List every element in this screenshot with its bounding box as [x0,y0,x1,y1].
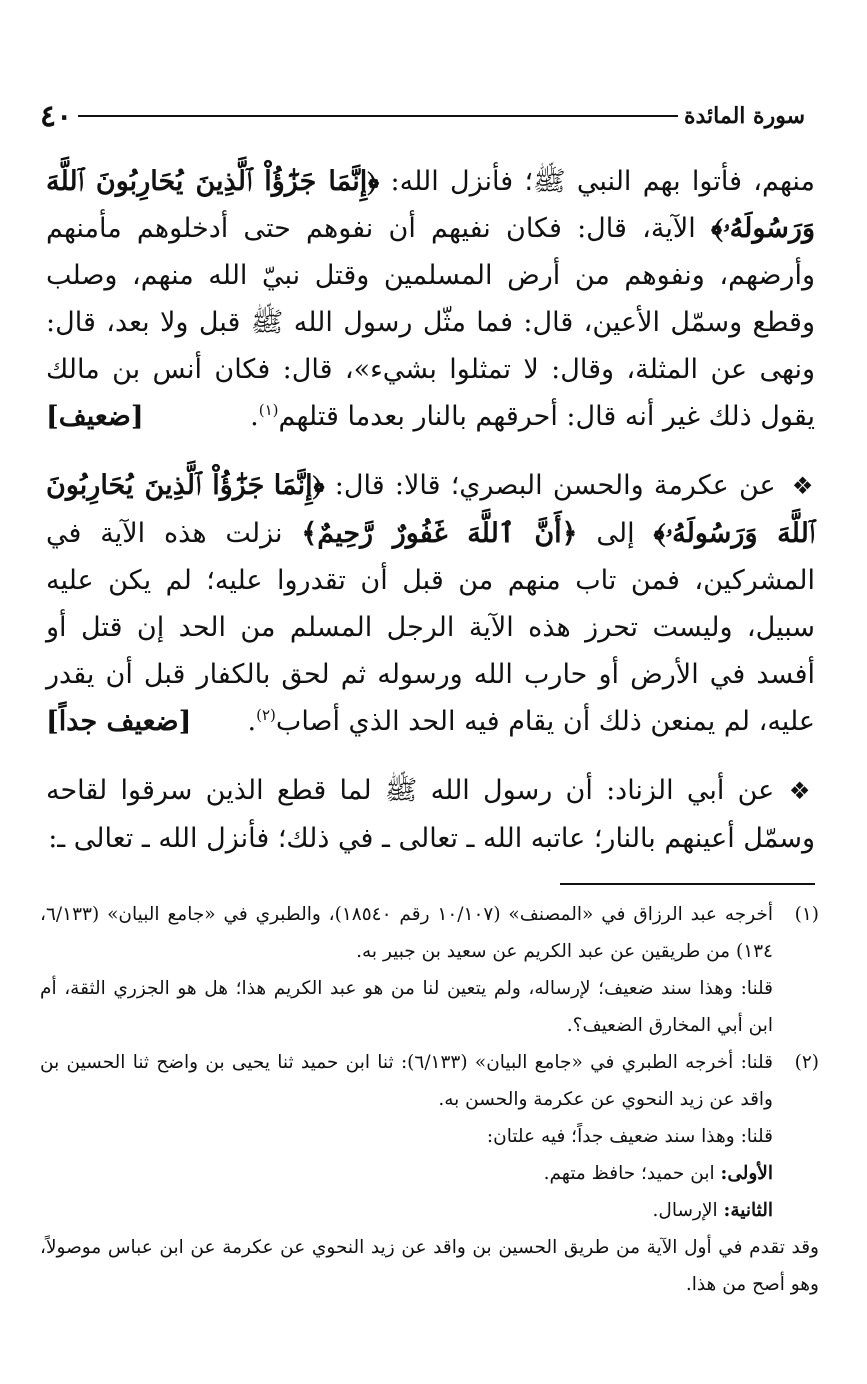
footnote-label: الثانية: [723,1200,773,1221]
footnote-number: (٢) [794,1052,819,1073]
paragraph-2-text-a: عن عكرمة والحسن البصري؛ قالا: قال: [324,470,786,501]
footnote-label: الأولى: [720,1163,773,1184]
paragraph-2-text-b: إلى [577,518,654,549]
footnote-text: قلنا: أخرجه الطبري في «جامع البيان» (٦/١٣٣): ثنا ابن حميد ثنا يحيى بن واضح ثنا الحسين بن واقد عن زيد النحوي عن عكرمة والحسن به. [40,1052,773,1110]
footnote-number: (١) [794,904,819,925]
quran-verse: ﴿إِنَّمَا جَزَٰٓؤُاْ ٱلَّذِينَ يُحَارِبُونَ ٱللَّهَ وَرَسُولَهُۥ﴾ [46,470,815,549]
paragraph-1-end: . [250,401,259,432]
page-number: ٤٠ [40,98,73,134]
hadith-grade-2: [ضعيف جداً] [46,706,192,737]
footnote-text: الإرسال. [652,1200,724,1221]
paragraph-1 [46,158,815,440]
bullet-icon: ❖ [791,472,816,500]
quran-verse: ﴿أَنَّ ٱللَّهَ غَفُورٌ رَّحِيمٌ﴾ [301,518,578,549]
paragraph-3 [46,767,815,862]
main-text [46,158,815,862]
hadith-grade-1: [ضعيف] [46,401,144,432]
footnote-ref-2: (٢) [256,706,276,724]
footnote-ref-1: (١) [258,401,279,419]
footnote-line [40,1192,773,1229]
footnote-line [40,1155,773,1192]
footnote-1 [40,896,819,1044]
footnote-text: قلنا: وهذا سند ضعيف؛ لإرساله، ولم يتعين لنا من هو عبد الكريم هذا؛ هل هو الجزري الثقة، أم ابن أبي المخارق الضعيف؟. [40,978,773,1036]
paragraph-3-text: عن أبي الزناد: أن رسول الله ﷺ لما قطع الذين سرقوا لقاحه وسمّل أعينهم بالنار؛ عاتبه الله ـ تعالى ـ في ذلك؛ فأنزل الله ـ تعالى ـ: [46,775,815,854]
page-header [30,94,815,138]
surah-title: سورة المائدة [683,103,805,129]
footnote-separator [560,883,815,885]
quran-verse: ﴿إِنَّمَا جَزَٰٓؤُاْ ٱلَّذِينَ يُحَارِبُونَ ٱللَّهَ وَرَسُولَهُۥ﴾ [46,166,815,244]
footnote-text: قلنا: وهذا سند ضعيف جداً؛ فيه علتان: [486,1126,773,1147]
footnote-text: أخرجه عبد الرزاق في «المصنف» (١٠/١٠٧ رقم ١٨٥٤٠)، والطبري في «جامع البيان» (٦/١٣٣، ١٣٤) من طريقين عن عبد الكريم عن سعيد بن جبير به. [40,904,773,962]
footnote-2 [40,1044,819,1303]
paragraph-1-text-b: الآية، قال: فكان نفيهم أن نفوهم حتى أدخلوهم مأمنهم وأرضهم، ونفوهم من أرض المسلمين وقتل نبيّ الله منهم، وصلب وقطع وسمّل الأعين، قال: فما مثّل رسول الله ﷺ قبل ولا بعد، قال: ونهى عن المثلة، وقال: لا تمثلوا بشيء»، قال: فكان أنس بن مالك يقول ذلك غير أنه قال: أحرقهم بالنار بعدما قتلهم [46,213,815,432]
bullet-icon: ❖ [788,777,816,805]
footnote-text: ابن حميد؛ حافظ متهم. [543,1163,721,1184]
header-rule [78,115,678,117]
footnotes [40,896,819,1303]
paragraph-2-end: . [247,706,257,737]
footnote-text: وقد تقدم في أول الآية من طريق الحسين بن واقد عن زيد النحوي عن عكرمة عن ابن عباس موصولاً، وهو أصح من هذا. [40,1237,819,1295]
paragraph-2 [46,462,815,745]
paragraph-2-text-c: نزلت هذه الآية في المشركين، فمن تاب منهم من قبل أن تقدروا عليه؛ لم يكن عليه سبيل، وليست تحرز هذه الآية الرجل المسلم من الحد إن قتل أو أفسد في الأرض أو حارب الله ورسوله ثم لحق بالكفار قبل أن يقدر عليه، لم يمنعن ذلك أن يقام فيه الحد الذي أصاب [46,518,815,737]
paragraph-1-text-a: منهم، فأتوا بهم النبي ﷺ؛ فأنزل الله: [379,166,815,197]
